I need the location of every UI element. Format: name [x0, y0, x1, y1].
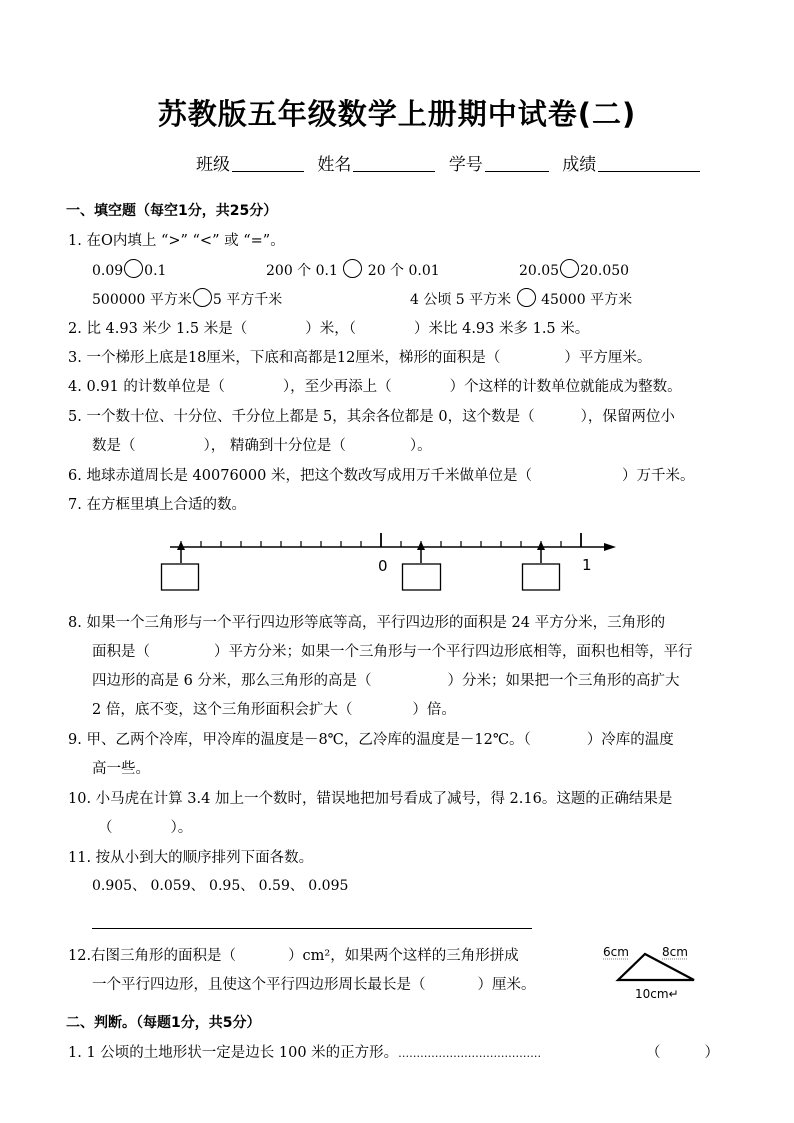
class-label: 班级: [196, 155, 230, 175]
q1-stem: 1. 在O内填上 “>” “<” 或 “=”。: [68, 233, 285, 249]
label-one: 1: [582, 556, 592, 574]
name-label: 姓名: [317, 155, 352, 175]
judge-q1-text: 1. 1 公顷的土地形状一定是边长 100 米的正方形。: [68, 1045, 399, 1061]
q8-text-d: ）分米；如果把一个三角形的高扩大: [447, 673, 680, 689]
score-blank[interactable]: [598, 153, 700, 172]
q12-text-c: 一个平行四边形，且使这个平行四边形周长最长是（: [92, 977, 426, 993]
judge-paren-close: ）: [704, 1045, 719, 1061]
compare-circle[interactable]: [343, 259, 362, 278]
question-2: [68, 317, 589, 338]
q8-text-e: 2 倍，底不变，这个三角形面积会扩大（: [92, 702, 353, 718]
name-blank[interactable]: [353, 153, 435, 172]
side-label-8cm: 8cm: [662, 945, 688, 959]
q8-line4: [92, 698, 456, 719]
answer-box-3[interactable]: [523, 564, 560, 590]
side-label-6cm: 6cm: [603, 945, 629, 959]
q6-text-a: 6. 地球赤道周长是 40076000 米，把这个数改写成用万千米做单位是（: [68, 468, 532, 484]
q8-line2: [92, 640, 693, 661]
question-5-line2: [92, 434, 432, 455]
q4-text-c: ）个这样的计数单位就能成为整数。: [449, 379, 682, 395]
side-label-10cm: 10cm↵: [635, 987, 679, 1001]
q11-numbers: 0.905、 0.059、 0.95、 0.59、 0.095: [92, 878, 349, 894]
question-6: [68, 464, 694, 485]
q1-item-a: [92, 259, 166, 279]
number-blank[interactable]: [485, 153, 549, 172]
question-3: [68, 346, 651, 367]
q8-text-f: ）倍。: [412, 702, 456, 718]
judge-q1: [68, 1041, 541, 1062]
compare-circle[interactable]: [560, 259, 579, 278]
q1b-right: 20 个 0.01: [367, 263, 440, 279]
q5-text-d: ）， 精确到十分位是（: [203, 438, 346, 454]
q9-text-a: 9. 甲、乙两个冷库，甲冷库的温度是－8℃，乙冷库的温度是－12℃。（: [68, 732, 531, 748]
q1e-left: 4 公顷 5 平方米: [410, 292, 512, 308]
q1-item-b: [266, 259, 440, 280]
triangle-figure: [598, 940, 710, 1004]
q6-text-b: ）万千米。: [621, 468, 695, 484]
q9-line1: [68, 728, 674, 749]
answer-box-2[interactable]: [403, 564, 441, 590]
q12-line2: [92, 973, 536, 994]
judge-paren-open: （: [646, 1045, 661, 1061]
score-label: 成绩: [562, 155, 597, 175]
q5-text-c: 数是（: [92, 438, 136, 454]
judge-q1-dots: …………………………………: [398, 1047, 542, 1060]
q10-text-b: （: [98, 820, 113, 836]
q12-text-d: ）厘米。: [477, 977, 536, 993]
judge-q1-answer: [646, 1041, 719, 1062]
q7-stem: 7. 在方框里填上合适的数。: [68, 497, 246, 513]
q9-text-b: ）冷库的温度: [586, 732, 674, 748]
q12-text-b: ）cm²，如果两个这样的三角形拼成: [288, 948, 519, 964]
q8-text-c: 四边形的高是 6 分米，那么三角形的高是（: [92, 673, 372, 689]
q1-item-c: [519, 259, 629, 279]
q1-item-e: [410, 288, 632, 309]
q5-text-a: 5. 一个数十位、十分位、千分位上都是 5，其余各位都是 0，这个数是（: [68, 409, 535, 425]
q4-text-b: ），至少再添上（: [282, 379, 392, 395]
section1-heading: 一、填空题（每空1分，共25分）: [66, 203, 278, 219]
q2-text-a: 2. 比 4.93 米少 1.5 米是（: [68, 321, 248, 337]
q10-text-c: ）。: [170, 820, 193, 836]
pointer-arrow-2: [417, 541, 425, 563]
q9-line2: 高一些。: [92, 761, 150, 777]
compare-circle[interactable]: [517, 288, 536, 307]
q8-text-b: ）平方分米；如果一个三角形与一个平行四边形底相等，面积也相等，平行: [214, 644, 693, 660]
number-label: 学号: [448, 155, 483, 175]
q1c-left: 20.05: [519, 263, 560, 279]
q3-text-a: 3. 一个梯形上底是18厘米，下底和高都是12厘米，梯形的面积是（: [68, 350, 501, 366]
q5-text-e: ）。: [409, 438, 432, 454]
q8-line1: 8. 如果一个三角形与一个平行四边形等底等高，平行四边形的面积是 24 平方分米，三角形的: [68, 615, 666, 631]
q1d-right: 5 平方千米: [212, 292, 283, 308]
section2-heading: 二、判断。（每题1分，共5分）: [66, 1015, 261, 1031]
q8-line3: [92, 669, 679, 690]
q2-text-b: ）米，（: [305, 321, 356, 337]
pointer-arrow-1: [177, 541, 185, 563]
q5-text-b: ），保留两位小: [580, 409, 675, 425]
q1c-right: 20.050: [580, 263, 630, 279]
q11-stem: 11. 按从小到大的顺序排列下面各数。: [68, 850, 314, 866]
label-zero: 0: [378, 557, 388, 575]
q2-text-c: ）米比 4.93 米多 1.5 米。: [413, 321, 590, 337]
q10-line1: 10. 小马虎在计算 3.4 加上一个数时，错误地把加号看成了减号，得 2.16。这题的正确结果是: [68, 791, 673, 807]
number-line: [170, 533, 616, 551]
q3-text-b: ）平方厘米。: [564, 350, 652, 366]
q1e-right: 45000 平方米: [541, 292, 633, 308]
number-line-figure: [160, 528, 630, 594]
compare-circle[interactable]: [124, 259, 143, 278]
q1b-left: 200 个 0.1: [266, 263, 338, 279]
answer-box-1[interactable]: [162, 564, 199, 590]
q1a-left: 0.09: [92, 263, 124, 279]
page-title: 苏教版五年级数学上册期中试卷(二): [157, 97, 637, 131]
q10-line2: [98, 816, 192, 837]
q1a-right: 0.1: [144, 263, 167, 279]
q12-text-a: 12.右图三角形的面积是（: [68, 948, 237, 964]
question-4: [68, 375, 682, 396]
question-5-line1: [68, 405, 675, 426]
q4-text-a: 4. 0.91 的计数单位是（: [68, 379, 225, 395]
arrow-head-icon: [604, 543, 616, 551]
q12-line1: [68, 944, 519, 965]
compare-circle[interactable]: [193, 288, 212, 307]
q8-text-a: 面积是（: [92, 644, 150, 660]
q1-item-d: [92, 288, 282, 309]
pointer-arrow-3: [537, 541, 545, 563]
class-blank[interactable]: [232, 153, 304, 172]
q1d-left: 500000 平方米: [92, 292, 192, 308]
q11-answer-line[interactable]: [92, 928, 532, 929]
student-info-row: [196, 150, 708, 175]
